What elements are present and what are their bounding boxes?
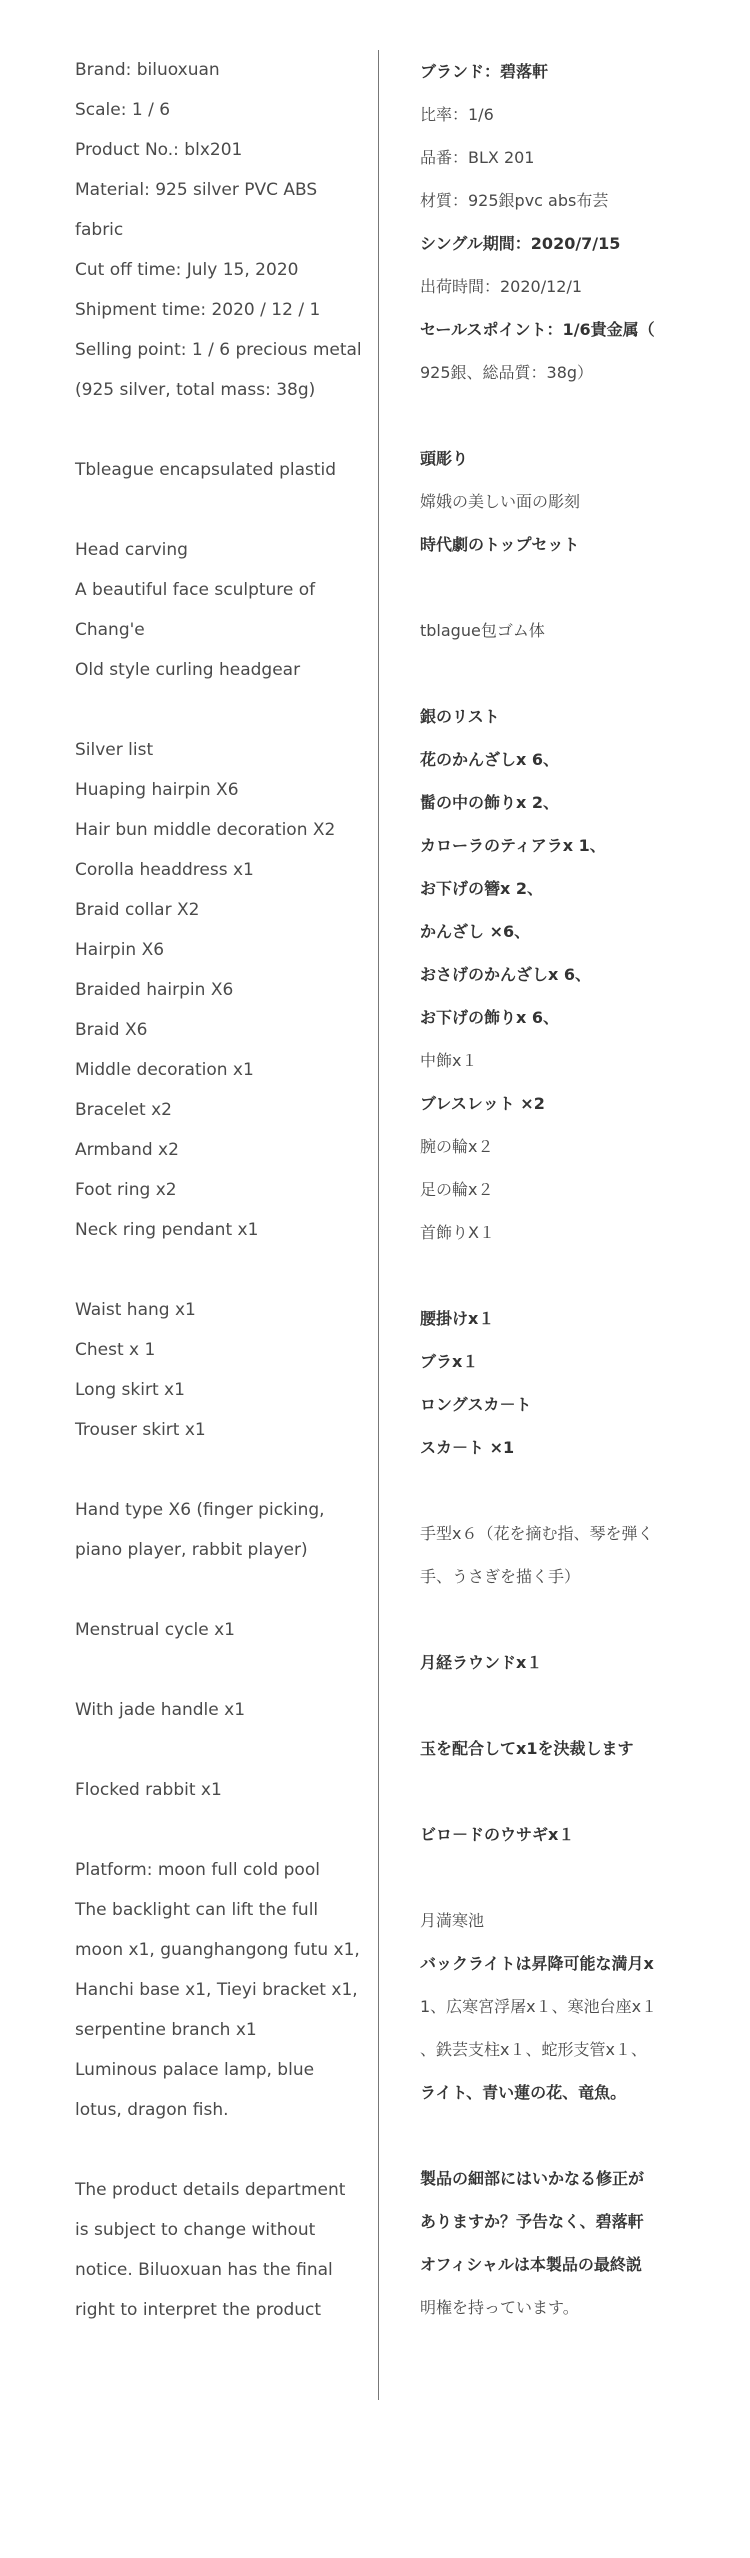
spec-line: Hand type X6 (finger picking, bbox=[75, 1500, 325, 1520]
spec-line: 1、広寒宮浮屠x１、寒池台座x１ bbox=[420, 1997, 658, 2016]
spec-block bbox=[420, 50, 730, 394]
spec-line: piano player, rabbit player) bbox=[75, 1540, 308, 1560]
spec-line: 玉を配合してx1を決裁します bbox=[420, 1739, 634, 1758]
spec-line: Head carving bbox=[75, 540, 188, 560]
spec-line: 品番：BLX 201 bbox=[420, 148, 535, 167]
spec-line: Brand: biluoxuan bbox=[75, 60, 220, 80]
spec-line: Neck ring pendant x1 bbox=[75, 1220, 259, 1240]
spec-line: 月経ラウンドx１ bbox=[420, 1653, 543, 1672]
spec-line: Hanchi base x1, Tieyi bracket x1, bbox=[75, 1980, 358, 2000]
spec-line: 明権を持っています。 bbox=[420, 2298, 579, 2317]
spec-line: right to interpret the product bbox=[75, 2300, 322, 2320]
spec-line: Braid collar X2 bbox=[75, 900, 200, 920]
spec-line: 髷の中の飾りx 2、 bbox=[420, 793, 560, 812]
spec-line: ブラx１ bbox=[420, 1352, 479, 1371]
spec-line: お下げの簪x 2、 bbox=[420, 879, 544, 898]
spec-line: 嫦娥の美しい面の彫刻 bbox=[420, 492, 581, 511]
spec-line: Cut off time: July 15, 2020 bbox=[75, 260, 299, 280]
spec-block bbox=[420, 1899, 730, 2114]
spec-block bbox=[75, 1770, 365, 1810]
spec-line: Material: 925 silver PVC ABS bbox=[75, 180, 318, 200]
spec-block bbox=[420, 1512, 730, 1598]
spec-line: ロングスカ－ト bbox=[420, 1395, 532, 1414]
spec-line: 頭彫り bbox=[420, 449, 469, 468]
spec-line: Scale: 1 / 6 bbox=[75, 100, 171, 120]
spec-line: お下げの飾りx 6、 bbox=[420, 1008, 560, 1027]
spec-block bbox=[75, 1490, 365, 1570]
spec-line: 925銀、総品質：38g） bbox=[420, 363, 594, 382]
spec-block bbox=[75, 450, 365, 490]
spec-line: 手型x６（花を摘む指、琴を弾く bbox=[420, 1524, 654, 1543]
spec-block bbox=[75, 1690, 365, 1730]
spec-line: 花のかんざしx 6、 bbox=[420, 750, 560, 769]
spec-block bbox=[75, 730, 365, 1250]
column-divider bbox=[378, 50, 379, 2400]
spec-line: カローラのティアラx 1、 bbox=[420, 836, 606, 855]
spec-block bbox=[75, 2170, 365, 2330]
spec-line: Flocked rabbit x1 bbox=[75, 1780, 222, 1800]
spec-line: Chang'e bbox=[75, 620, 145, 640]
spec-line: With jade handle x1 bbox=[75, 1700, 246, 1720]
spec-line: ブランド：碧落軒 bbox=[420, 62, 549, 81]
spec-line: かんざし ×6、 bbox=[420, 922, 531, 941]
spec-line: おさげのかんざしx 6、 bbox=[420, 965, 592, 984]
spec-line: Hair bun middle decoration X2 bbox=[75, 820, 336, 840]
spec-line: Huaping hairpin X6 bbox=[75, 780, 239, 800]
spec-line: Selling point: 1 / 6 precious metal bbox=[75, 340, 362, 360]
spec-block bbox=[420, 609, 730, 652]
spec-line: 腕の輪x２ bbox=[420, 1137, 494, 1156]
spec-line: Chest x 1 bbox=[75, 1340, 156, 1360]
spec-line: Tbleague encapsulated plastid bbox=[75, 460, 337, 480]
spec-block bbox=[420, 695, 730, 1254]
spec-line: 時代劇のトップセット bbox=[420, 535, 580, 554]
spec-line: The backlight can lift the full bbox=[75, 1900, 319, 1920]
spec-block bbox=[75, 530, 365, 690]
spec-line: moon x1, guanghangong futu x1, bbox=[75, 1940, 360, 1960]
spec-block bbox=[420, 1641, 730, 1684]
spec-line: 出荷時間：2020/12/1 bbox=[420, 277, 583, 296]
spec-line: 、鉄芸支柱x１、蛇形支管x１、 bbox=[420, 2040, 647, 2059]
spec-line: 材質：925銀pvc abs布芸 bbox=[420, 191, 609, 210]
spec-line: 月満寒池 bbox=[420, 1911, 485, 1930]
spec-line: セールスポイント：1/6貴金属（ bbox=[420, 320, 655, 339]
spec-block bbox=[420, 1727, 730, 1770]
spec-line: 比率：1/6 bbox=[420, 105, 494, 124]
spec-line: シングル期間：2020/7/15 bbox=[420, 234, 621, 253]
spec-line: Old style curling headgear bbox=[75, 660, 301, 680]
spec-line: Hairpin X6 bbox=[75, 940, 165, 960]
spec-line: Long skirt x1 bbox=[75, 1380, 185, 1400]
spec-line: Braided hairpin X6 bbox=[75, 980, 234, 1000]
spec-line: オフィシャルは本製品の最終説 bbox=[420, 2255, 642, 2274]
spec-line: ありますか？予告なく、碧落軒 bbox=[420, 2212, 644, 2231]
spec-line: ビロ－ドのウサギx１ bbox=[420, 1825, 575, 1844]
spec-line: 手、うさぎを描く手） bbox=[420, 1567, 581, 1586]
spec-line: Foot ring x2 bbox=[75, 1180, 177, 1200]
spec-line: 足の輪x２ bbox=[420, 1180, 494, 1199]
spec-line: notice. Biluoxuan has the final bbox=[75, 2260, 333, 2280]
spec-line: バックライトは昇降可能な満月x bbox=[420, 1954, 654, 1973]
spec-line: Trouser skirt x1 bbox=[75, 1420, 206, 1440]
spec-line: Product No.: blx201 bbox=[75, 140, 243, 160]
english-spec-column bbox=[75, 50, 365, 2330]
spec-block bbox=[75, 50, 365, 410]
spec-line: ライト、青い蓮の花、竜魚。 bbox=[420, 2083, 627, 2102]
spec-block bbox=[420, 1297, 730, 1469]
spec-line: A beautiful face sculpture of bbox=[75, 580, 316, 600]
spec-line: The product details department bbox=[75, 2180, 346, 2200]
spec-line: ブレスレット ×2 bbox=[420, 1094, 545, 1113]
spec-line: Middle decoration x1 bbox=[75, 1060, 254, 1080]
spec-line: Platform: moon full cold pool bbox=[75, 1860, 320, 1880]
spec-block bbox=[75, 1850, 365, 2130]
spec-line: Menstrual cycle x1 bbox=[75, 1620, 235, 1640]
spec-block bbox=[420, 437, 730, 566]
spec-line: スカ－ト ×1 bbox=[420, 1438, 515, 1457]
spec-line: Braid X6 bbox=[75, 1020, 148, 1040]
spec-line: Shipment time: 2020 / 12 / 1 bbox=[75, 300, 321, 320]
spec-line: 腰掛けx１ bbox=[420, 1309, 495, 1328]
spec-line: 製品の細部にはいかなる修正が bbox=[420, 2169, 645, 2188]
spec-block bbox=[75, 1610, 365, 1650]
japanese-spec-column bbox=[420, 50, 730, 2329]
spec-block bbox=[420, 2157, 730, 2329]
spec-block bbox=[420, 1813, 730, 1856]
spec-line: is subject to change without bbox=[75, 2220, 316, 2240]
spec-line: Silver list bbox=[75, 740, 154, 760]
spec-line: (925 silver, total mass: 38g) bbox=[75, 380, 316, 400]
spec-line: tblague包ゴム体 bbox=[420, 621, 545, 640]
spec-line: Armband x2 bbox=[75, 1140, 179, 1160]
spec-line: 銀のリスト bbox=[420, 707, 500, 726]
spec-line: serpentine branch x1 bbox=[75, 2020, 257, 2040]
spec-line: 首飾りX１ bbox=[420, 1223, 495, 1242]
spec-line: fabric bbox=[75, 220, 124, 240]
spec-line: lotus, dragon fish. bbox=[75, 2100, 229, 2120]
spec-line: Waist hang x1 bbox=[75, 1300, 196, 1320]
spec-line: Corolla headdress x1 bbox=[75, 860, 254, 880]
spec-line: 中飾x１ bbox=[420, 1051, 478, 1070]
spec-line: Bracelet x2 bbox=[75, 1100, 173, 1120]
spec-block bbox=[75, 1290, 365, 1450]
spec-line: Luminous palace lamp, blue bbox=[75, 2060, 315, 2080]
